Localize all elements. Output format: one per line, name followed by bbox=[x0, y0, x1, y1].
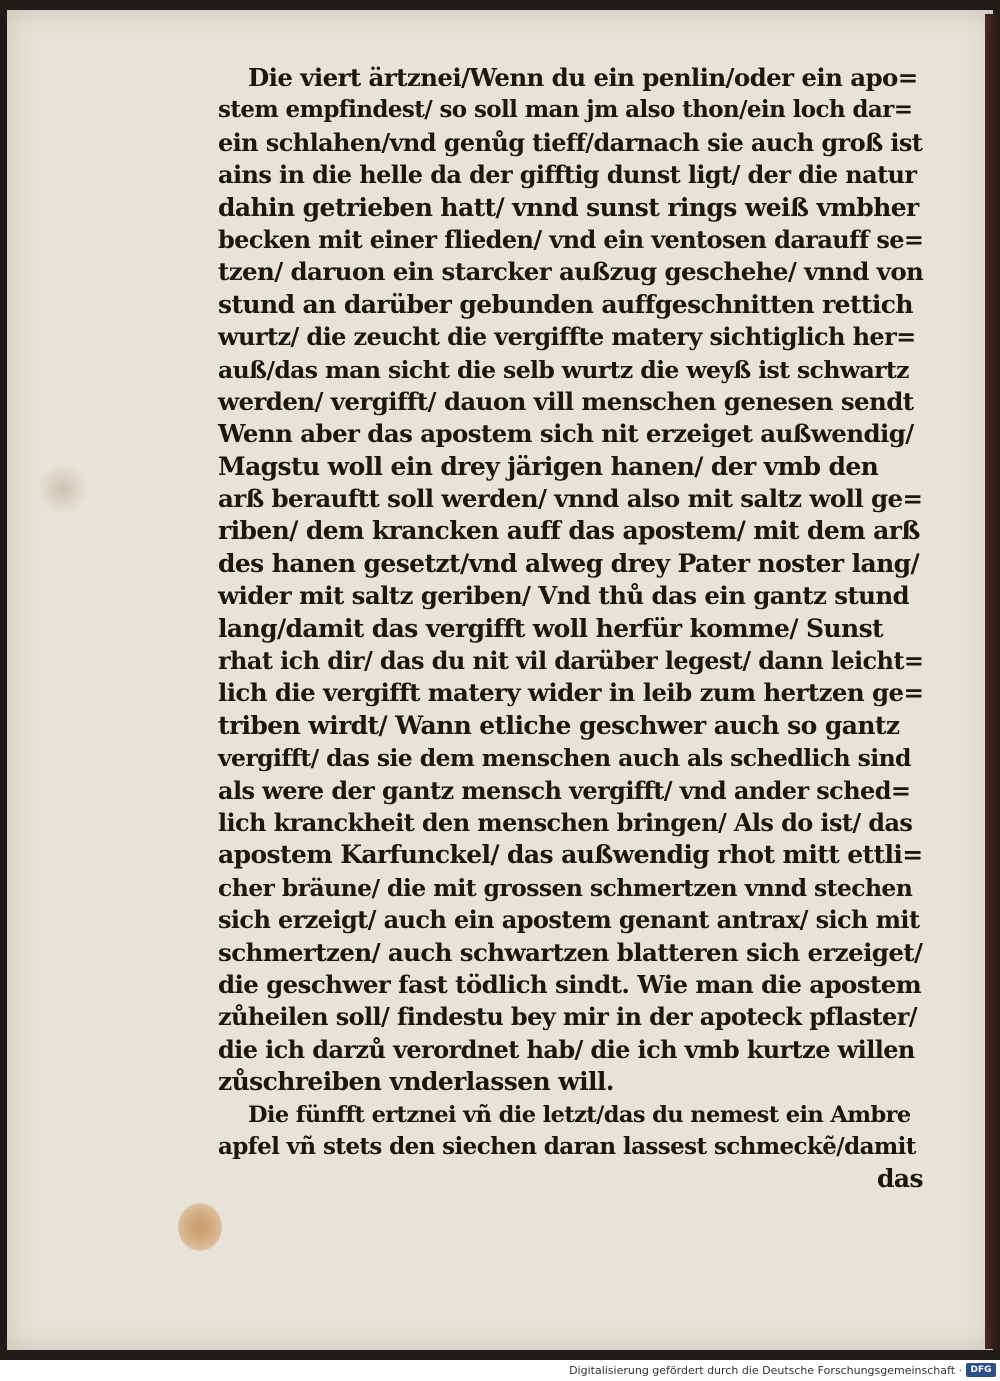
funding-credit: Digitalisierung gefördert durch die Deutsche Forschungsgemeinschaft · bbox=[569, 1364, 962, 1377]
paper-stain bbox=[178, 1203, 222, 1251]
text-line: apostem Karfunckel/ das außwendig rhot mitt ettli= bbox=[218, 840, 923, 870]
text-line: ein schlahen/vnd genůg tieff/darnach sie auch groß ist bbox=[218, 127, 923, 157]
text-line: vergifft/ das sie dem menschen auch als schedlich sind bbox=[218, 744, 911, 773]
text-line: lich die vergifft matery wider in leib zum hertzen ge= bbox=[218, 678, 924, 708]
text-line: lang/damit das vergifft woll herfür komme/ Sunst bbox=[218, 613, 883, 643]
dfg-logo-icon: DFG bbox=[966, 1363, 996, 1377]
text-line: Die viert ärtznei/Wenn du ein penlin/oder ein apo= bbox=[248, 63, 918, 92]
text-line: cher bräune/ die mit grossen schmertzen vnnd stechen bbox=[218, 873, 913, 902]
text-line: zůschreiben vnderlassen will. bbox=[218, 1067, 614, 1097]
text-line: wider mit saltz geriben/ Vnd thů das ein gantz stund bbox=[218, 581, 910, 611]
text-line: werden/ vergifft/ dauon vill menschen genesen sendt bbox=[218, 386, 914, 416]
text-line: des hanen gesetzt/vnd alweg drey Pater noster lang/ bbox=[218, 548, 920, 578]
text-line: stund an darüber gebunden auffgeschnitten rettich bbox=[218, 289, 913, 319]
text-line: Magstu woll ein drey järigen hanen/ der vmb den bbox=[218, 451, 879, 481]
text-line: die ich darzů verordnet hab/ die ich vmb kurtze willen bbox=[218, 1034, 915, 1064]
text-line: stem empfindest/ so soll man jm also thon/ein loch dar= bbox=[218, 96, 913, 124]
catchword: das bbox=[877, 1164, 923, 1194]
text-line: als were der gantz mensch vergifft/ vnd ander sched= bbox=[218, 775, 911, 805]
page-text bbox=[218, 62, 923, 1196]
text-line: zůheilen soll/ findestu bey mir in der apoteck pflaster/ bbox=[218, 1002, 917, 1032]
text-line: apfel vñ stets den siechen daran lassest schmeckẽ/damit bbox=[218, 1132, 916, 1160]
text-line: triben wirdt/ Wann etliche geschwer auch so gantz bbox=[218, 710, 900, 740]
text-line: tzen/ daruon ein starcker außzug geschehe/ vnnd von bbox=[218, 257, 924, 287]
text-line: wurtz/ die zeucht die vergiffte matery sichtiglich her= bbox=[218, 322, 916, 352]
footer-bar bbox=[0, 1360, 1000, 1381]
book-edge bbox=[985, 14, 997, 1349]
text-line: becken mit einer flieden/ vnd ein ventosen darauff se= bbox=[218, 224, 924, 254]
text-line: rhat ich dir/ das du nit vil darüber legest/ dann leicht= bbox=[218, 646, 924, 676]
text-line: lich kranckheit den menschen bringen/ Als do ist/ das bbox=[218, 807, 913, 837]
text-line: ains in die helle da der gifftig dunst ligt/ der die natur bbox=[218, 160, 917, 190]
text-line: auß/das man sicht die selb wurtz die weyß ist schwartz bbox=[218, 355, 909, 384]
text-line: dahin getrieben hatt/ vnnd sunst rings weiß vmbher bbox=[218, 192, 919, 222]
text-line: die geschwer fast tödlich sindt. Wie man die apostem bbox=[218, 969, 922, 999]
text-line: sich erzeigt/ auch ein apostem genant antrax/ sich mit bbox=[218, 905, 920, 935]
text-line: riben/ dem krancken auff das apostem/ mit dem arß bbox=[218, 516, 920, 546]
paper-stain bbox=[35, 465, 90, 513]
text-line: Die fünfft ertznei vñ die letzt/das du nemest ein Ambre bbox=[248, 1101, 911, 1128]
text-line: schmertzen/ auch schwartzen blatteren sich erzeiget/ bbox=[218, 937, 923, 967]
text-line: arß berauftt soll werden/ vnnd also mit saltz woll ge= bbox=[218, 484, 923, 514]
text-line: Wenn aber das apostem sich nit erzeiget außwendig/ bbox=[218, 419, 914, 449]
